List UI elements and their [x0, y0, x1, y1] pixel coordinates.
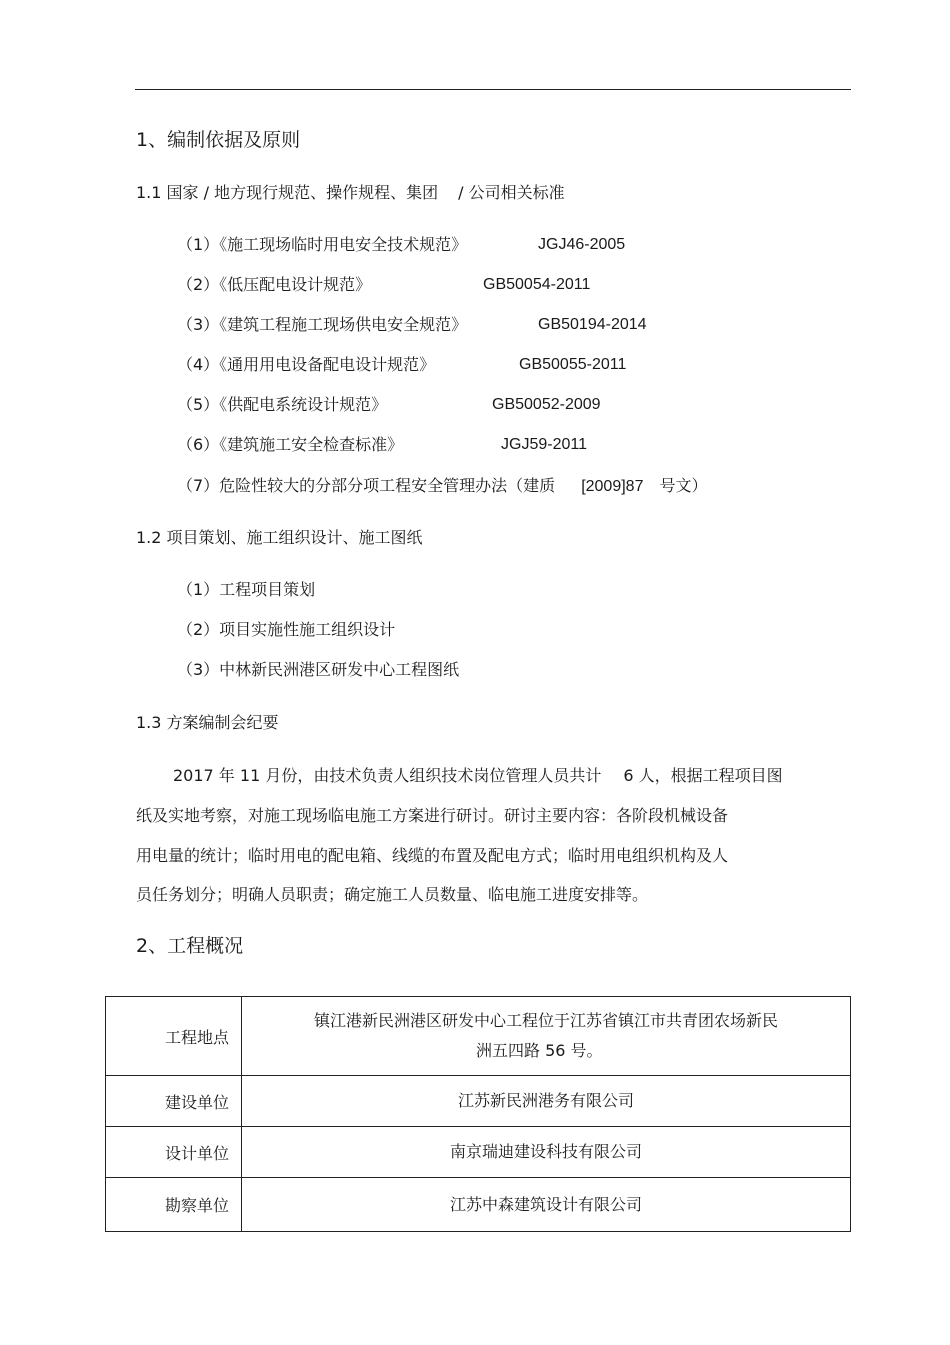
paragraph-line: 纸及实地考察，对施工现场临电施工方案进行研讨。研讨主要内容：各阶段机械设备	[136, 806, 729, 825]
standard-item	[177, 395, 601, 415]
table-label: 建设单位	[106, 1076, 242, 1127]
section-1-1-title	[136, 183, 565, 203]
table-row	[106, 1127, 851, 1178]
table-row	[106, 1076, 851, 1127]
standard-item	[177, 435, 587, 455]
paragraph-text: 6 人，根据工程项目图	[623, 766, 783, 785]
table-value: 江苏中森建筑设计有限公司	[242, 1178, 851, 1232]
section1-title: 1、编制依据及原则	[136, 129, 301, 151]
standard-name: （6）《建筑施工安全检查标准》	[177, 435, 404, 454]
standard-code: GB50052-2009	[492, 396, 601, 413]
standard-item	[177, 275, 591, 295]
standard-name: （5）《供配电系统设计规范》	[177, 395, 388, 414]
list-item: （3）中林新民洲港区研发中心工程图纸	[177, 660, 460, 679]
standard-item-7-code: [2009]87	[581, 478, 644, 495]
paragraph-line: 员任务划分；明确人员职责；确定施工人员数量、临电施工进度安排等。	[136, 885, 649, 904]
section-1-2-title: 1.2 项目策划、施工组织设计、施工图纸	[136, 528, 423, 547]
project-info-table	[105, 996, 851, 1232]
standard-name: （2）《低压配电设计规范》	[177, 275, 372, 294]
section-1-1-title-a: 1.1 国家 / 地方现行规范、操作规程、集团	[136, 183, 439, 202]
standard-code: GB50194-2014	[538, 316, 647, 333]
table-value-line: 洲五四路 56 号。	[476, 1041, 603, 1060]
standard-code: JGJ46-2005	[538, 236, 626, 253]
standard-code: GB50054-2011	[483, 276, 591, 293]
standard-item	[177, 235, 626, 255]
section-1-3-title: 1.3 方案编制会纪要	[136, 713, 279, 732]
table-value-line: 镇江港新民洲港区研发中心工程位于江苏省镇江市共青团农场新民	[313, 1011, 778, 1030]
standard-item	[177, 315, 647, 335]
standard-name: （3）《建筑工程施工现场供电安全规范》	[177, 315, 468, 334]
standard-item-7-text: （7）危险性较大的分部分项工程安全管理办法（建质	[177, 476, 556, 495]
section-1-1-title-b: / 公司相关标准	[458, 183, 565, 202]
table-label: 勘察单位	[106, 1178, 242, 1232]
table-value	[242, 997, 851, 1076]
standard-item	[177, 355, 627, 375]
standard-item-7	[177, 476, 707, 497]
table-value: 江苏新民洲港务有限公司	[242, 1076, 851, 1127]
list-item: （2）项目实施性施工组织设计	[177, 620, 396, 639]
paragraph-line: 用电量的统计；临时用电的配电箱、线缆的布置及配电方式；临时用电组织机构及人	[136, 846, 729, 865]
table-label: 工程地点	[106, 997, 242, 1076]
standard-code: GB50055-2011	[519, 356, 627, 373]
standard-item-7-suffix: 号文）	[659, 476, 708, 495]
header-rule	[135, 89, 851, 90]
section2-title: 2、工程概况	[136, 935, 244, 957]
standard-name: （4）《通用用电设备配电设计规范》	[177, 355, 436, 374]
paragraph-text: 2017 年 11 月份，由技术负责人组织技术岗位管理人员共计	[173, 766, 602, 785]
table-label: 设计单位	[106, 1127, 242, 1178]
table-value: 南京瑞迪建设科技有限公司	[242, 1127, 851, 1178]
paragraph-line	[173, 766, 783, 786]
list-item: （1）工程项目策划	[177, 580, 316, 599]
table-row	[106, 1178, 851, 1232]
standard-name: （1）《施工现场临时用电安全技术规范》	[177, 235, 468, 254]
standard-code: JGJ59-2011	[501, 436, 587, 453]
table-row	[106, 997, 851, 1076]
